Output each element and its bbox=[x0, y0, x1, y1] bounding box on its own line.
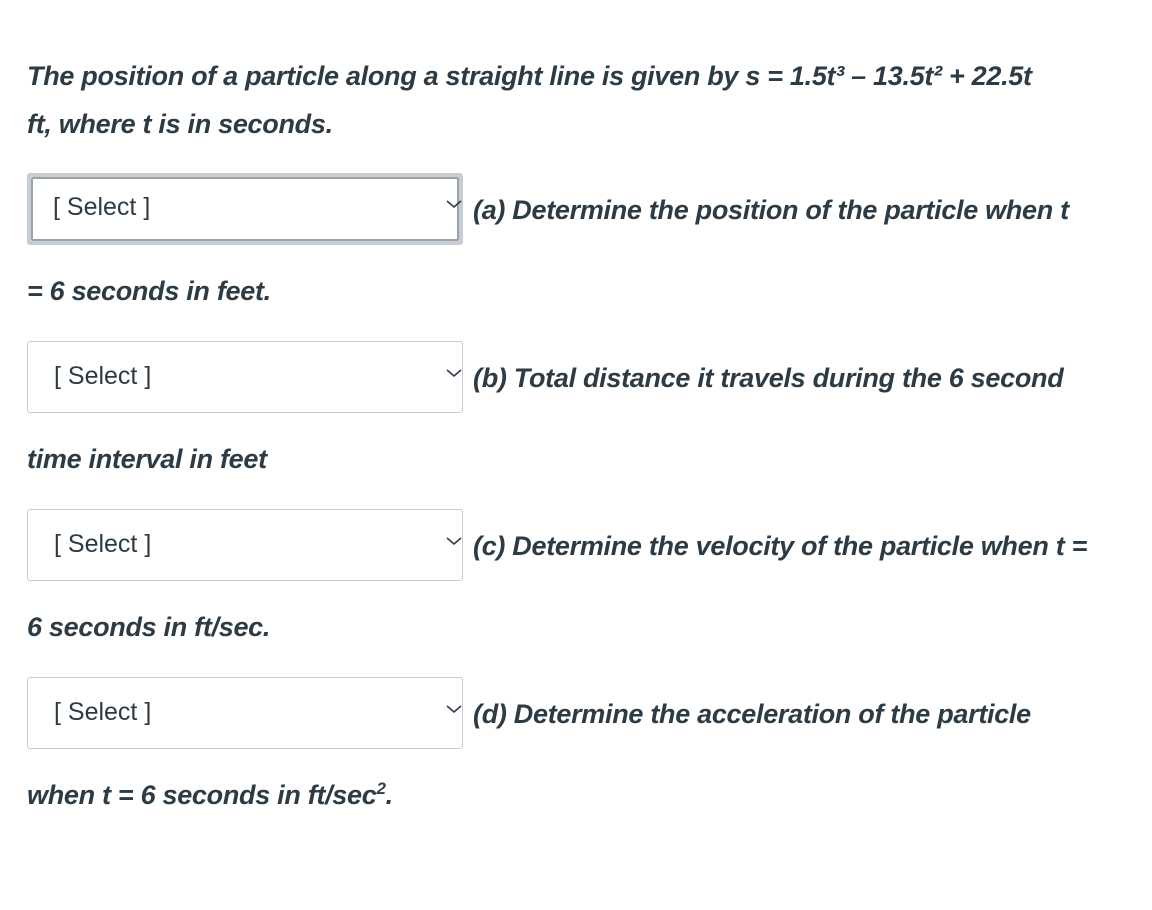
part-b-select-value: [ Select ] bbox=[54, 362, 152, 390]
chevron-down-icon bbox=[444, 197, 464, 211]
question-intro-line2: ft, where t is in seconds. bbox=[27, 109, 333, 139]
part-d-continuation-end: . bbox=[385, 780, 393, 810]
part-b-select[interactable] bbox=[27, 341, 463, 413]
question-intro-line1: The position of a particle along a straight line is given by s = 1.5t³ – 13.5t² + 22.5t bbox=[27, 61, 1032, 91]
part-b-row bbox=[27, 341, 1147, 417]
part-c-row bbox=[27, 509, 1147, 585]
part-a-row bbox=[27, 173, 1147, 249]
part-d-prompt: (d) Determine the acceleration of the particle bbox=[473, 699, 1031, 729]
chevron-down-icon bbox=[444, 366, 464, 380]
part-b-prompt: (b) Total distance it travels during the 6 second bbox=[473, 363, 1064, 393]
part-d-select[interactable] bbox=[27, 677, 463, 749]
part-d-row bbox=[27, 677, 1147, 753]
chevron-down-icon bbox=[444, 534, 464, 548]
part-c-continuation: 6 seconds in ft/sec. bbox=[27, 612, 271, 642]
part-c-select-value: [ Select ] bbox=[54, 530, 152, 558]
part-a-continuation: = 6 seconds in feet. bbox=[27, 276, 271, 306]
part-c-select[interactable] bbox=[27, 509, 463, 581]
chevron-down-icon bbox=[444, 702, 464, 716]
part-d-continuation-main: when t = 6 seconds in ft/sec bbox=[27, 780, 377, 810]
part-d-continuation bbox=[27, 780, 393, 811]
part-a-prompt: (a) Determine the position of the particle when t bbox=[473, 195, 1069, 225]
part-a-select[interactable] bbox=[27, 173, 463, 245]
part-a-select-value: [ Select ] bbox=[53, 193, 151, 221]
part-c-prompt: (c) Determine the velocity of the particle when t = bbox=[473, 531, 1088, 561]
part-b-continuation: time interval in feet bbox=[27, 444, 267, 474]
part-d-select-value: [ Select ] bbox=[54, 698, 152, 726]
superscript-exponent: 2 bbox=[376, 779, 386, 798]
question-block bbox=[27, 52, 1137, 148]
